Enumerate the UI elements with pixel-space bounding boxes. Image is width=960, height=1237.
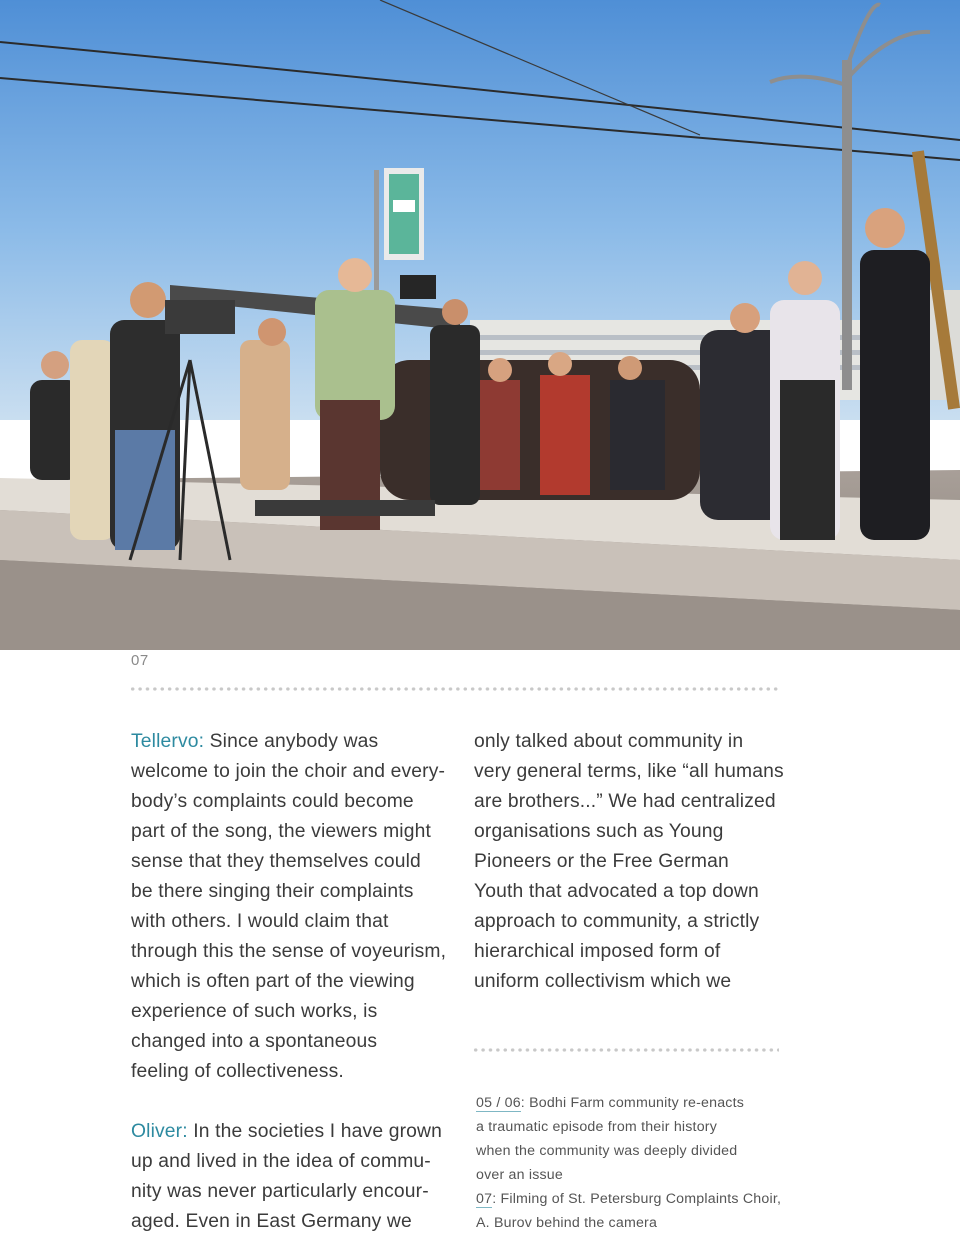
- caption-line: when the community was deeply divided: [476, 1143, 738, 1159]
- text-column-left: [131, 727, 451, 1237]
- body-line: uniform collectivism which we: [474, 971, 732, 992]
- body-line: very general terms, like “all humans: [474, 761, 784, 782]
- caption-entry-05-06: [476, 1091, 806, 1187]
- body-line: part of the song, the viewers might: [131, 821, 431, 842]
- caption-line: : Filming of St. Petersburg Complaints Choir,: [492, 1191, 782, 1207]
- text-column-right: [474, 727, 794, 997]
- body-line: with others. I would claim that: [131, 911, 389, 932]
- body-line: organisations such as Young: [474, 821, 724, 842]
- body-line: which is often part of the viewing: [131, 971, 415, 992]
- paragraph-continued: [474, 727, 794, 997]
- paragraph-tellervo: [131, 727, 451, 1087]
- body-line: Youth that advocated a top down: [474, 881, 759, 902]
- dotted-divider-top: [129, 687, 779, 691]
- body-line: Since anybody was: [204, 731, 379, 752]
- body-line: experience of such works, is: [131, 1001, 378, 1022]
- body-line: body’s complaints could become: [131, 791, 414, 812]
- body-line: In the societies I have grown: [187, 1121, 442, 1142]
- body-line: hierarchical imposed form of: [474, 941, 721, 962]
- body-line: are brothers...” We had centralized: [474, 791, 776, 812]
- speaker-name-tellervo: Tellervo:: [131, 731, 205, 752]
- paragraph-gap: [131, 1087, 451, 1117]
- body-line: through this the sense of voyeurism,: [131, 941, 447, 962]
- body-line: up and lived in the idea of commu-: [131, 1151, 431, 1172]
- body-line: be there singing their complaints: [131, 881, 414, 902]
- body-line: changed into a spontaneous: [131, 1031, 378, 1052]
- paragraph-oliver: [131, 1117, 451, 1237]
- caption-entry-07: [476, 1187, 806, 1235]
- body-line: aged. Even in East Germany we: [131, 1211, 412, 1232]
- dotted-divider-caption: [472, 1048, 779, 1052]
- body-line: nity was never particularly encour-: [131, 1181, 429, 1202]
- caption-label-07: 07: [476, 1191, 493, 1207]
- body-line: feeling of collectiveness.: [131, 1061, 344, 1082]
- body-line: sense that they themselves could: [131, 851, 421, 872]
- caption-line: : Bodhi Farm community re-enacts: [520, 1095, 745, 1111]
- caption-line: A. Burov behind the camera: [476, 1215, 658, 1231]
- speaker-name-oliver: Oliver:: [131, 1121, 188, 1142]
- body-line: Pioneers or the Free German: [474, 851, 729, 872]
- caption-line: a traumatic episode from their history: [476, 1119, 718, 1135]
- body-line: welcome to join the choir and every-: [131, 761, 446, 782]
- body-line: only talked about community in: [474, 731, 744, 752]
- image-caption: [476, 1091, 806, 1235]
- caption-line: over an issue: [476, 1167, 563, 1183]
- body-line: approach to community, a strictly: [474, 911, 760, 932]
- caption-label-05-06: 05 / 06: [476, 1095, 521, 1111]
- page-number: 07: [131, 652, 149, 669]
